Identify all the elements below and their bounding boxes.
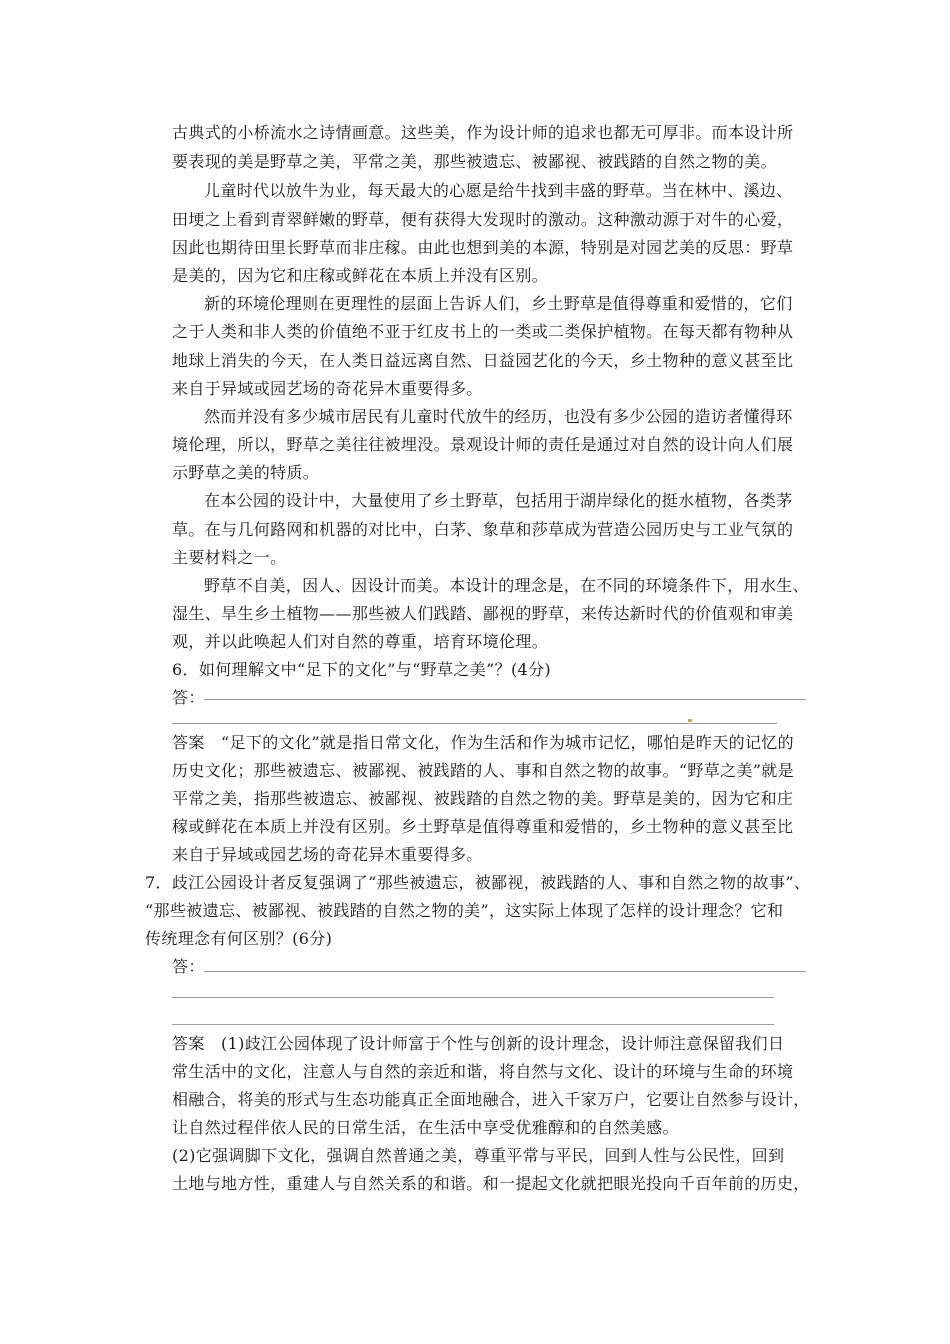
passage-line: 草。在与几何路网和机器的对比中，白茅、象草和莎草成为营造公园历史与工业气氛的 bbox=[172, 520, 794, 539]
passage-line: 因此也期待田里长野草而非庄稼。由此也想到美的本源，特别是对园艺美的反思：野草 bbox=[172, 238, 794, 257]
answer-line: 让自然过程伴依人民的日常生活，在生活中享受优雅醇和的自然美感。 bbox=[172, 1118, 679, 1137]
question-6: 6．如何理解文中“足下的文化”与“野草之美”？(4分) bbox=[172, 660, 552, 679]
answer-line: 平常之美，指那些被遗忘、被鄙视、被践踏的自然之物的美。野草是美的，因为它和庄 bbox=[172, 789, 794, 808]
passage-line: 然而并没有多少城市居民有儿童时代放牛的经历，也没有多少公园的造访者懂得环 bbox=[204, 407, 793, 426]
passage-line: 新的环境伦理则在更理性的层面上告诉人们，乡土野草是值得尊重和爱惜的，它们 bbox=[204, 294, 793, 313]
passage-line: 田埂之上看到青翠鲜嫩的野草，便有获得大发现时的激动。这种激动源于对牛的心爱， bbox=[172, 210, 794, 229]
passage-line: 主要材料之一。 bbox=[172, 548, 287, 567]
answer-label: 答： bbox=[172, 957, 205, 976]
question-7: “那些被遗忘、被鄙视、被践踏的自然之物的美”，这实际上体现了怎样的设计理念？它和 bbox=[145, 901, 784, 920]
answer-line: 历史文化；那些被遗忘、被鄙视、被践踏的人、事和自然之物的故事。“野草之美”就是 bbox=[172, 761, 795, 780]
answer-line: 来自于异域或园艺场的奇花异木重要得多。 bbox=[172, 845, 483, 864]
answer-blank-line[interactable] bbox=[204, 699, 806, 700]
answer-line: 土地与地方性，重建人与自然关系的和谐。和一提起文化就把眼光投向千百年前的历史， bbox=[172, 1174, 810, 1193]
passage-line: 之于人类和非人类的价值绝不亚于红皮书上的一类或二类保护植物。在每天都有物种从 bbox=[172, 322, 794, 341]
stray-mark bbox=[688, 719, 692, 722]
passage-line: 湿生、旱生乡土植物——那些被人们践踏、鄙视的野草，来传达新时代的价值观和审美 bbox=[172, 604, 794, 623]
passage-line: 在本公园的设计中，大量使用了乡土野草，包括用于湖岸绿化的挺水植物，各类茅 bbox=[204, 491, 793, 510]
answer-line: 常生活中的文化，注意人与自然的亲近和谐，将自然与文化、设计的环境与生命的环境 bbox=[172, 1062, 794, 1081]
answer-blank-line[interactable] bbox=[172, 1024, 774, 1025]
passage-line: 观，并以此唤起人们对自然的尊重，培育环境伦理。 bbox=[172, 632, 549, 651]
answer-line: 稼或鲜花在本质上并没有区别。乡土野草是值得尊重和爱惜的，乡土物种的意义甚至比 bbox=[172, 817, 794, 836]
answer-blank-line[interactable] bbox=[172, 723, 777, 724]
passage-line: 示野草之美的特质。 bbox=[172, 463, 320, 482]
passage-line: 来自于异域或园艺场的奇花异木重要得多。 bbox=[172, 379, 483, 398]
answer-line: (2)它强调脚下文化，强调自然普通之美，尊重平常与平民，回到人性与公民性，回到 bbox=[172, 1146, 785, 1165]
passage-line: 地球上消失的今天，在人类日益远离自然、日益园艺化的今天，乡土物种的意义甚至比 bbox=[172, 351, 794, 370]
passage-line: 古典式的小桥流水之诗情画意。这些美，作为设计师的追求也都无可厚非。而本设计所 bbox=[172, 123, 794, 142]
passage-line: 境伦理，所以，野草之美往往被埋没。景观设计师的责任是通过对自然的设计向人们展 bbox=[172, 435, 794, 454]
passage-line: 野草不自美，因人、因设计而美。本设计的理念是，在不同的环境条件下，用水生、 bbox=[204, 576, 809, 595]
answer-blank-line[interactable] bbox=[172, 997, 774, 998]
question-7: 7．歧江公园设计者反复强调了“那些被遗忘，被鄙视，被践踏的人、事和自然之物的故事”、 bbox=[145, 873, 811, 892]
passage-line: 儿童时代以放牛为业，每天最大的心愿是给牛找到丰盛的野草。当在林中、溪边、 bbox=[204, 181, 793, 200]
passage-line: 是美的，因为它和庄稼或鲜花在本质上并没有区别。 bbox=[172, 266, 549, 285]
answer-line: 答案 “足下的文化”就是指日常文化，作为生活和作为城市记忆，哪怕是昨天的记忆的 bbox=[172, 733, 795, 752]
question-7: 传统理念有何区别？(6分) bbox=[145, 929, 333, 948]
passage-line: 要表现的美是野草之美，平常之美，那些被遗忘、被鄙视、被践踏的自然之物的美。 bbox=[172, 152, 777, 171]
answer-line: 相融合，将美的形式与生态功能真正全面地融合，进入千家万户，它要让自然参与设计， bbox=[172, 1090, 810, 1109]
answer-label: 答： bbox=[172, 688, 205, 707]
answer-line: 答案 (1)歧江公园体现了设计师富于个性与创新的设计理念，设计师注意保留我们日 bbox=[172, 1034, 785, 1053]
answer-blank-line[interactable] bbox=[204, 971, 806, 972]
